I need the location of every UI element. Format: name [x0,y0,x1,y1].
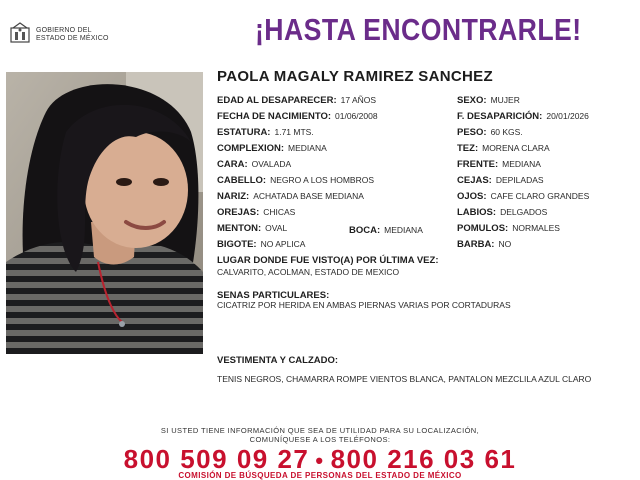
field-label: OJOS: [457,191,487,202]
field-value: CAFE CLARO GRANDES [490,191,590,201]
field-label: FRENTE: [457,159,499,170]
last-seen-label: LUGAR DONDE FUE VISTO(A) POR ÚLTIMA VEZ: [217,255,439,266]
person-name: PAOLA MAGALY RAMIREZ SANCHEZ [217,68,493,85]
field-label: BIGOTE: [217,239,257,250]
field-label: CEJAS: [457,175,492,186]
field-label: TEZ: [457,143,479,154]
field-label: POMULOS: [457,223,509,234]
field-ojos [457,191,589,202]
field-label: LABIOS: [457,207,497,218]
field-label: ESTATURA: [217,127,271,138]
field-boca [349,225,423,236]
field-estatura [217,127,314,138]
field-frente [457,159,541,170]
field-label: EDAD AL DESAPARECER: [217,95,337,106]
phone-number-1[interactable]: 800 509 09 27 [123,444,310,474]
field-label: FECHA DE NACIMIENTO: [217,111,331,122]
logo-line-1: GOBIERNO DEL [36,27,92,34]
field-label: CARA: [217,159,248,170]
field-value: MORENA CLARA [482,143,550,153]
field-label: BOCA: [349,225,381,236]
field-bigote [217,239,305,250]
field-label: COMPLEXION: [217,143,285,154]
field-label: MENTON: [217,223,262,234]
field-tez [457,143,550,154]
field-value: 20/01/2026 [546,111,589,121]
marks-value: CICATRIZ POR HERIDA EN AMBAS PIERNAS VARIAS POR CORTADURAS [217,300,511,310]
field-sexo [457,95,520,106]
field-value: NORMALES [512,223,560,233]
field-value: OVALADA [251,159,292,169]
phone-number-2[interactable]: 800 216 03 61 [330,444,517,474]
field-cara [217,159,291,170]
logo-line-2: ESTADO DE MÉXICO [36,35,109,42]
clothing-value: TENIS NEGROS, CHAMARRA ROMPE VIENTOS BLANCA, PANTALON MEZCLILA AZUL CLARO [217,374,592,384]
info-note-line-1: SI USTED TIENE INFORMACIÓN QUE SEA DE UTILIDAD PARA SU LOCALIZACIÓN, [160,426,480,435]
person-photo [6,72,203,354]
field-cabello [217,175,374,186]
field-value: MEDIANA [384,225,423,235]
clothing-label: VESTIMENTA Y CALZADO: [217,355,339,366]
field-label: SEXO: [457,95,487,106]
field-value: OVAL [265,223,288,233]
field-label: NARIZ: [217,191,250,202]
portrait-image [6,72,203,354]
field-label: F. DESAPARICIÓN: [457,111,543,122]
field-value: ACHATADA BASE MEDIANA [253,191,364,201]
field-orejas [217,207,295,218]
marks-label: SENAS PARTICULARES: [217,290,330,301]
commission-name: COMISIÓN DE BÚSQUEDA DE PERSONAS DEL ESTADO DE MÉXICO [178,471,462,480]
field-value: DELGADOS [500,207,548,217]
field-label: CABELLO: [217,175,267,186]
field-edad [217,95,376,106]
field-value: NEGRO A LOS HOMBROS [270,175,374,185]
field-value: NO APLICA [260,239,306,249]
state-coat-of-arms-icon [10,22,30,44]
field-labios [457,207,547,218]
field-cejas [457,175,544,186]
field-peso [457,127,523,138]
field-value: NO [498,239,512,249]
last-seen-value: CALVARITO, ACOLMAN, ESTADO DE MEXICO [217,267,400,277]
field-label: OREJAS: [217,207,260,218]
field-menton [217,223,287,234]
headline: ¡HASTA ENCONTRARLE! [255,12,582,47]
field-value: MEDIANA [502,159,541,169]
field-complexion [217,143,327,154]
field-desaparicion [457,111,589,122]
field-value: MEDIANA [288,143,327,153]
field-value: 1.71 MTS. [274,127,314,137]
field-label: PESO: [457,127,487,138]
field-value: DEPILADAS [495,175,544,185]
field-barba [457,239,511,250]
field-pomulos [457,223,560,234]
info-note-line-2: COMUNÍQUESE A LOS TELÉFONOS: [249,435,391,444]
field-nariz [217,191,364,202]
government-logo [10,22,120,46]
field-value: 17 AÑOS [340,95,377,105]
field-value: CHICAS [263,207,296,217]
field-nacimiento [217,111,378,122]
field-value: 60 KGS. [490,127,523,137]
field-label: BARBA: [457,239,495,250]
field-value: MUJER [490,95,520,105]
separator-dot: • [315,448,325,473]
field-value: 01/06/2008 [335,111,378,121]
